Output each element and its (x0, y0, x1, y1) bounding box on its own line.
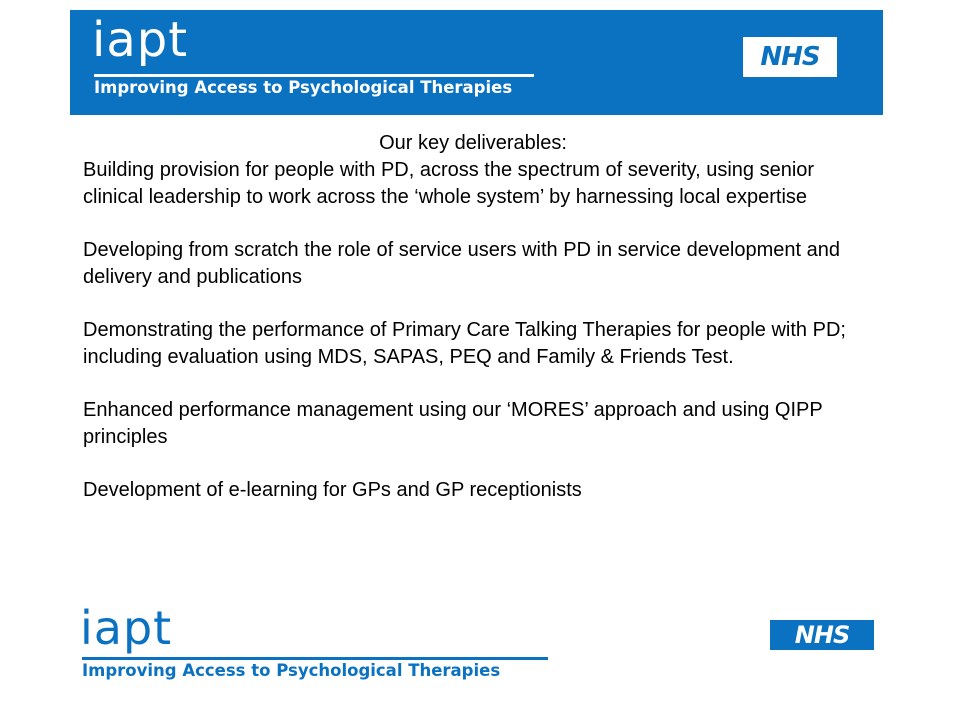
deliverable-2: Developing from scratch the role of service users with PD in service development and delivery and publications (83, 239, 841, 288)
iapt-tagline: Improving Access to Psychological Therapies (94, 78, 513, 97)
deliverable-3: Demonstrating the performance of Primary Care Talking Therapies for people with PD; including evaluation using MDS, SAPAS, PEQ and Family & Friends Test. (83, 319, 846, 368)
header-banner (70, 10, 883, 115)
deliverable-5: Development of e-learning for GPs and GP receptionists (83, 479, 582, 501)
footer-iapt-logo (80, 601, 550, 680)
slide-heading: Our key deliverables: (379, 132, 567, 154)
deliverable-4: Enhanced performance management using our ‘MORES’ approach and using QIPP principles (83, 399, 823, 448)
footer-nhs-logo: NHS (770, 620, 874, 650)
footer-iapt-tagline: Improving Access to Psychological Therapies (82, 661, 501, 680)
logo-rule (94, 74, 534, 77)
footer-logo-rule (82, 657, 548, 660)
deliverable-1: Building provision for people with PD, across the spectrum of severity, using senior clinical leadership to work across the ‘whole system’ by harnessing local expertise (83, 159, 815, 208)
iapt-logo: iapt (92, 12, 189, 68)
deliverables-text (83, 130, 863, 530)
footer-iapt-text: iapt (80, 601, 173, 655)
nhs-logo: NHS (743, 37, 837, 77)
